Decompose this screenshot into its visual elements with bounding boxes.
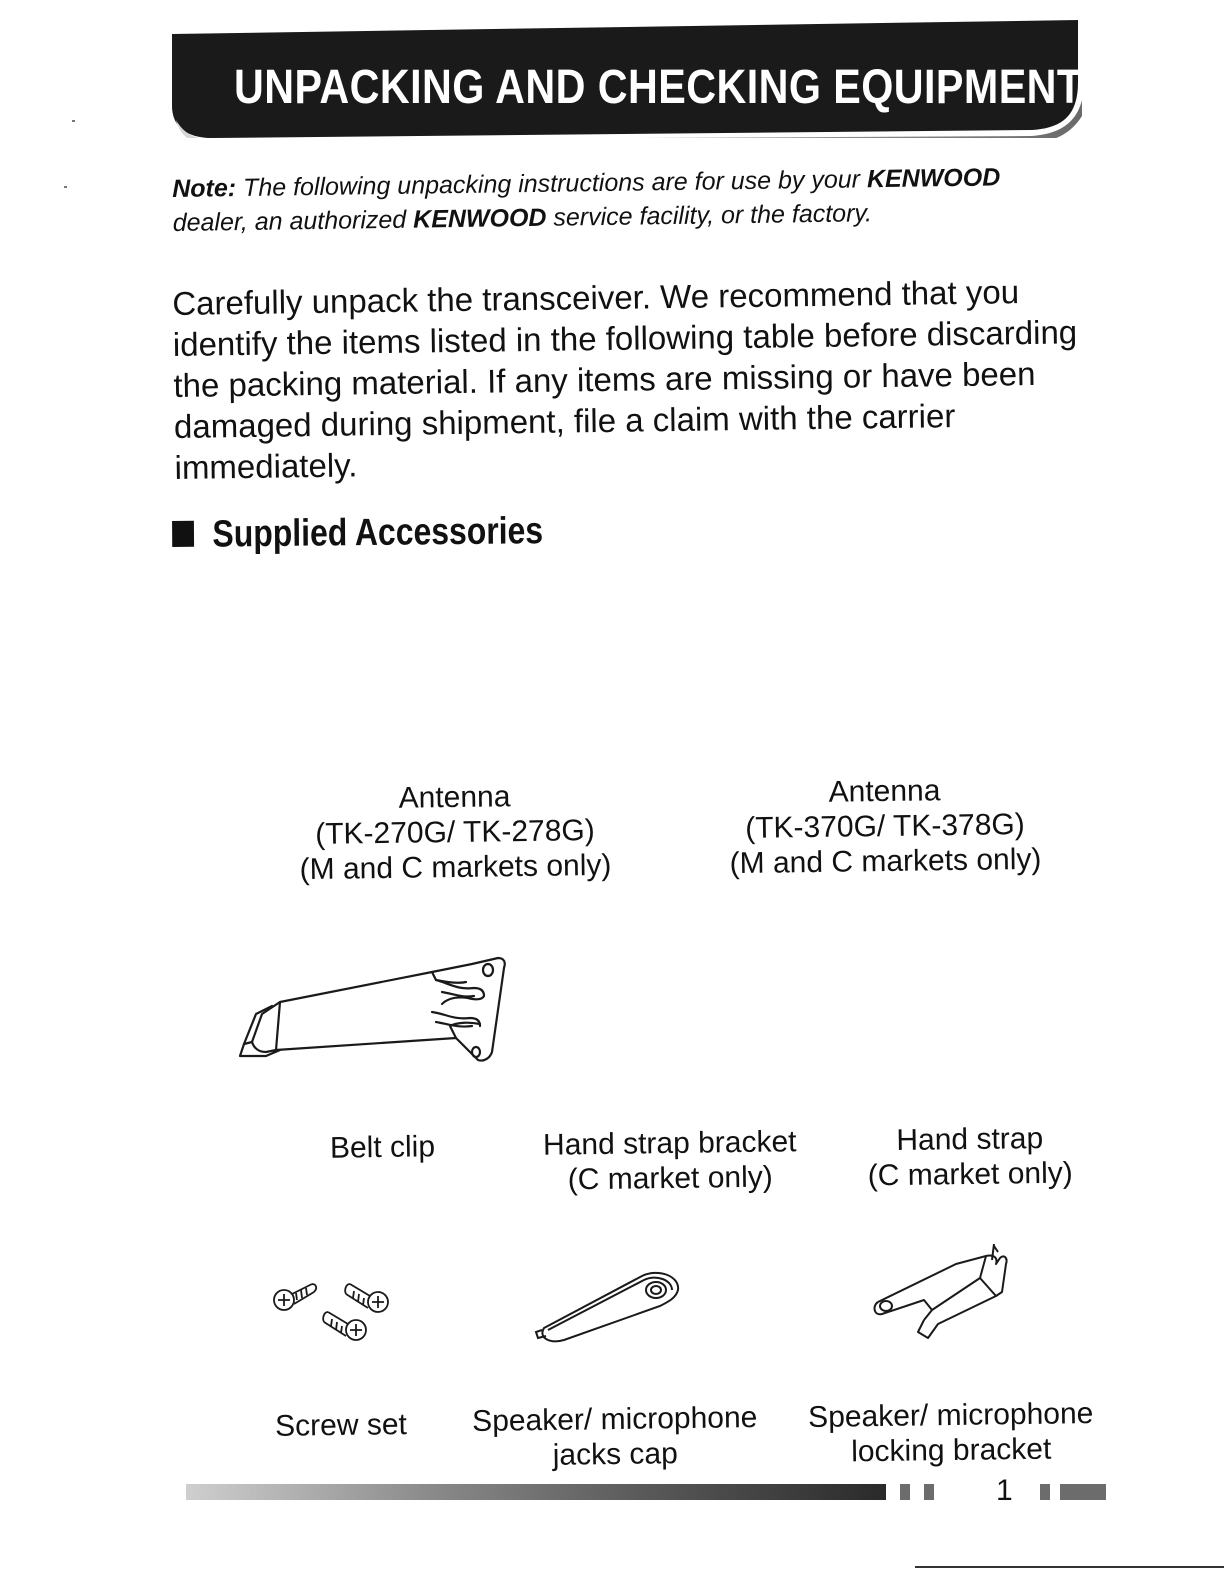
belt-clip-icon [236, 952, 510, 1070]
antenna-1-line-1: Antenna [398, 780, 511, 815]
antenna-1-caption [279, 778, 630, 888]
note-paragraph [172, 160, 1053, 240]
footer-block [900, 1484, 910, 1500]
scan-speck [72, 120, 75, 122]
jacks-cap-caption [450, 1400, 781, 1475]
hand-strap-bracket-line-1: Hand strap bracket [542, 1125, 797, 1162]
hand-strap-bracket-line-2: (C market only) [567, 1160, 773, 1197]
antenna-1-line-2: (TK-270G/ TK-278G) [315, 814, 595, 851]
note-brand-2: KENWOOD [412, 203, 547, 234]
jacks-cap-line-1: Speaker/ microphone [471, 1401, 758, 1438]
intro-paragraph: Carefully unpack the transceiver. We recommend that you identify the items listed in the following table before discarding the packing material. If any items are missing or have been damaged during shipment, file a claim with the carrier immediately. [172, 273, 1078, 486]
antenna-2-line-2: (TK-370G/ TK-378G) [745, 808, 1025, 845]
page-number: 1 [996, 1474, 1013, 1507]
hand-strap-line-2: (C market only) [867, 1156, 1073, 1193]
locking-bracket-line-1: Speaker/ microphone [807, 1397, 1094, 1434]
belt-clip-caption [300, 1129, 465, 1166]
page-title: UNPACKING AND CHECKING EQUIPMENT [234, 61, 1083, 114]
screw-set-icon [266, 1270, 398, 1348]
note-text-2: dealer, an authorized [172, 205, 414, 237]
belt-clip-line-1: Belt clip [329, 1130, 436, 1165]
bottom-rule [915, 1566, 1224, 1568]
page-header-banner [172, 20, 1082, 138]
note-label: Note: [172, 174, 237, 203]
section-title: Supplied Accessories [212, 510, 544, 556]
footer-bar [186, 1484, 886, 1500]
footer-block [924, 1484, 934, 1500]
jacks-cap-line-2: jacks cap [552, 1437, 678, 1472]
screw-set-line-1: Screw set [274, 1408, 408, 1443]
footer-block [1040, 1484, 1050, 1500]
locking-bracket-line-2: locking bracket [850, 1432, 1052, 1469]
footer-block [1060, 1484, 1106, 1500]
locking-bracket-icon [868, 1240, 1018, 1346]
locking-bracket-caption [786, 1396, 1117, 1471]
note-brand-1: KENWOOD [866, 163, 1001, 194]
antenna-2-line-3: (M and C markets only) [729, 842, 1042, 881]
antenna-1-line-3: (M and C markets only) [299, 848, 612, 887]
hand-strap-line-1: Hand strap [896, 1121, 1044, 1158]
scan-speck [64, 186, 67, 188]
note-text-1: The following unpacking instructions are for use by your [235, 165, 868, 203]
note-text-3: service facility, or the factory. [546, 199, 873, 232]
bullet-square-icon [172, 521, 194, 547]
hand-strap-caption [850, 1120, 1091, 1193]
section-heading [172, 510, 543, 557]
jacks-cap-icon [532, 1268, 684, 1344]
screw-set-caption [256, 1407, 426, 1444]
hand-strap-bracket-caption [520, 1124, 821, 1198]
antenna-2-line-1: Antenna [828, 774, 941, 809]
antenna-2-caption [709, 772, 1060, 882]
